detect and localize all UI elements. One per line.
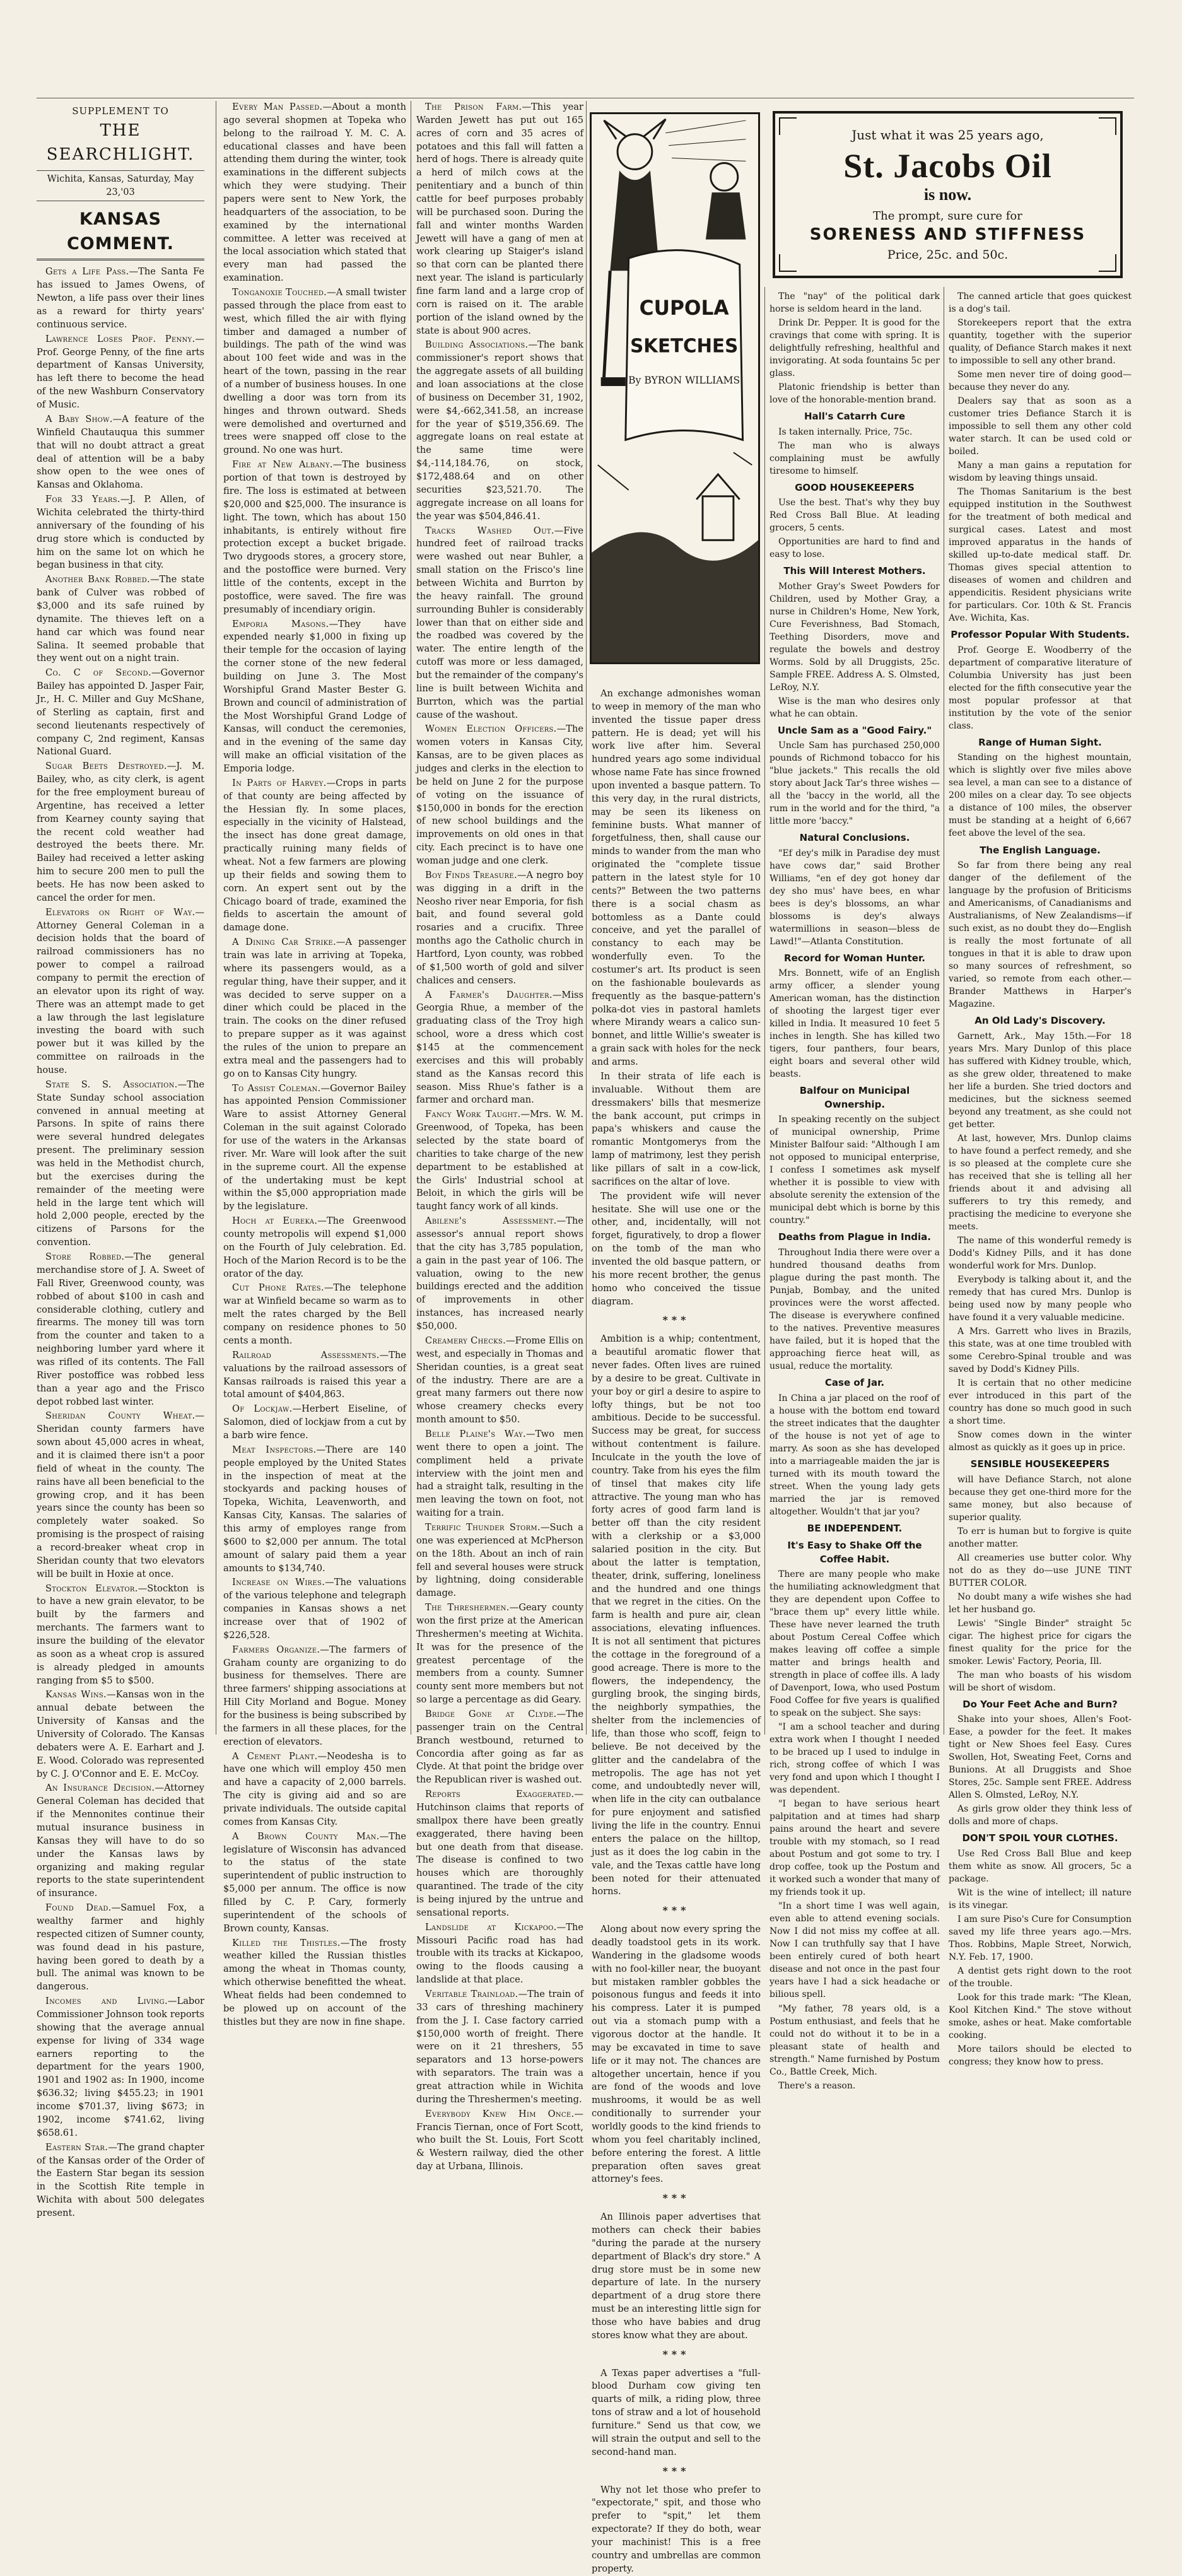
article-heading: The Prison Farm. (425, 102, 522, 112)
item-text: Wise is the man who desires only what he can obtain. (769, 696, 940, 719)
article-text: —Herbert Eiseline, of Salomon, died of lockjaw from a cut by a barb wire fence. (223, 1403, 406, 1441)
article-text: —Samuel Fox, a wealthy farmer and highly respected citizen of Sumner county, was found dead in his pasture, having been gored to death by a bull. The animal was known to be dangerous. (37, 1902, 204, 1993)
article-text: —Prof. George Penny, of the fine arts department of Kansas University, has left there to become the head of the new Washburn Conservatory of Music. (37, 333, 204, 411)
article-heading: Reports Exaggerated. (425, 1789, 575, 1800)
item-text: Mother Gray's Sweet Powders for Children, used by Mother Gray, a nurse in Children's Home, New York, Cure Feverishness, Bad Stomach, Teething Disorders, move and regulate the bowels and destroy Worms. Sold by all Druggists, 25c. Sample FREE. Address A. S. Olmsted, LeRoy, N.Y. (769, 581, 940, 693)
item-text: Garnett, Ark., May 15th.—For 18 years Mrs. Mary Dunlop of this place has suffered with Kidney trouble, which, as she grew older, threatened to make her life a burden. She tried doctors and medicines, but the sickness seemed beyond any treatment, as she could not get better. (949, 1031, 1132, 1130)
item-text: Use the best. That's why they buy Red Cross Ball Blue. At leading grocers, 5 cents. (769, 498, 940, 534)
article-text: —The Greenwood county metropolis will expend $1,000 on the Fourth of July celebration. Ed. Hoch of the Marion Record is to be the orator of the day. (223, 1215, 407, 1279)
article-heading: State S. S. Association. (45, 1079, 178, 1090)
item-text: Opportunities are hard to find and easy to lose. (769, 537, 940, 560)
article-heading: An Insurance Decision. (45, 1783, 155, 1794)
article-text: —Geary county won the first prize at the American Threshermen's meeting at Wichita. It was for the presence of the greatest percentage of the members from a county. Sumner county sent more members but not so large a percentage as did Geary. (416, 1602, 583, 1706)
article-text: —Frome Ellis on west, and especially in Thomas and Sheridan counties, is a great seat of the industry. There are are a great many farmers out there now whose creamery checks every month amount to $50. (416, 1335, 583, 1426)
article (37, 573, 204, 665)
article-heading: Every Man Passed. (232, 102, 323, 112)
article-text: —The bank commissioner's report shows that the aggregate assets of all building and loan associations at the close of business on December 31, 1902, were $4,-662,341.58, an increase for the year of $519,356.69. The aggregate loans on real estate at the same time were $4,-114,184.76, on stock, $172,488.64 and on other securities $23,521.70. The aggregate increase on all loans for the year was $504,846.41. (416, 339, 583, 522)
item-title: It's Easy to Shake Off the Coffee Habit. (787, 1540, 922, 1565)
article-heading: Women Election Officers. (425, 723, 557, 735)
article-text: —The women voters in Kansas City, Kansas, are to be given places as judges and clerks in the election to be held on June 2 for the purpose of voting on the issuance of $150,000 in bonds for the erection of new school buildings and the improvements on old ones in that city. Each precinct is to have one woman judge and one clerk. (416, 723, 583, 866)
article-heading: A Baby Show. (45, 413, 113, 424)
ad-line-1: Just what it was 25 years ago, (851, 127, 1044, 143)
item-text: Use Red Cross Ball Blue and keep them white as snow. All grocers, 5c a package. (949, 1848, 1132, 1884)
item-title: GOOD HOUSEKEEPERS (795, 481, 915, 493)
article-list (416, 101, 583, 2174)
item-text: "In a short time I was well again, even able to attend evening socials. Now I did not miss my coffee at all. Now I can truthfully say that I have been entirely cured of both heart disease and not once in the past four years have I had a sick headache or bilious spell. (769, 1901, 940, 2000)
article (223, 1282, 406, 1347)
article (37, 1689, 204, 1781)
article (416, 989, 583, 1108)
article (37, 413, 204, 492)
column-6 (949, 290, 1132, 2068)
article-text: —Five hundred feet of railroad tracks were washed out near Buhler, a small station on the Frisco's line between Wichita and Burrton by the heavy rainfall. The ground surrounding Buhler is considerably lower than that on either side and the roadbed was covered by the water. The entire length of the cutoff was more or less damaged, but the remainder of the company's line is built between Wichita and Burrton, which was the partial cause of the washout. (416, 525, 583, 720)
column-2 (223, 101, 407, 2027)
article-text: —Stockton is to have a new grain elevator, to be built by the farmers and merchants. The farmers want to insure the building of the elevator as soon as a wheat crop is assured is already pledged in amounts ranging from $5 to $500. (37, 1583, 205, 1686)
paragraph: Along about now every spring the deadly toadstool gets in its work. Wandering in the gladsome woods with no fool-killer near, the buoyant but mistaken rambler gobbles the poisonous fungus and feeds it into his compress. Later it is pumped out via a stomach pump with a vigorous doctor at the handle. It may be excavated in time to save life or it may not. The chances are altogether uncertain, hence if you are fond of the woods and love mushrooms, it would be as well conditionally to surrender your worldly goods to the kind friends to whom you feel charitably inclined, before entering the forest. A little preparation often saves great attorney's fees. (592, 1924, 761, 2185)
article-heading: Veritable Trainload. (425, 1989, 518, 2000)
article-heading: Landslide at Kickapoo. (425, 1921, 557, 1933)
article-text: —Hutchinson claims that reports of smallpox there have been greatly exaggerated, there having been but one death from that disease. The disease is confined to two houses which are thoroughly quarantined. The trade of the city is being injured by the untrue and sensational reports. (416, 1789, 583, 1918)
item-text: "I began to have serious heart palpitation and at times had sharp pains around the heart and severe trouble with my stomach, so I read about Postum and got some to try. I drop coffee, took up the Postum and it worked such a wonder that many of my friends took it up. (769, 1799, 940, 1898)
column-rule (764, 287, 765, 1735)
article (37, 667, 204, 759)
article-text: —Governor Bailey has appointed Pension Commissioner Ware to assist Attorney General Coleman in the suit against Colorado for use of the waters in the Arkansas river. Mr. Ware will look after the suit in the supreme court. All the expense of the undertaking must be kept within the $5,000 appropriation made by the legislature. (223, 1082, 406, 1212)
item-text: Storekeepers report that the extra quantity, together with the superior quality, of Defiance Starch makes it next to impossible to sell any other brand. (949, 318, 1132, 366)
article (37, 493, 204, 572)
article (223, 286, 406, 457)
article-text: —A negro boy was digging in a drift in the Neosho river near Emporia, for fish bait, and found several gold rosaries and a crucifix. Three months ago the Catholic church in Hartford, Lyon county, was robbed of $1,500 worth of gold and silver chalices and censers. (416, 869, 583, 986)
article-text: —Crops in parts of that county are being affected by the Hessian fly. In some places, especially in the vicinity of Halstead, the insect has done great damage, practically ruining many fields of wheat. Not a few farmers are plowing up their fields and sowing them to corn. An expert sent out by the Chicago board of trade, examined the fields to ascertain the amount of damage done. (223, 777, 406, 934)
item-text: There are many people who make the humiliating acknowledgment that they are dependent upon Coffee to "brace them up" every little while. These have never learned the truth about Postum Cereal Coffee which makes leaving off coffee a simple matter and brings health and strength in place of coffee ills. A lady of Davenport, Iowa, who used Postum Food Coffee for five years is qualified to speak on the subject. She says: (769, 1569, 940, 1719)
article-text: —Kansas won in the annual debate between the University of Kansas and the University of Colorado. The Kansas debaters were A. E. Earhart and J. E. Wood. Colorado was represented by C. J. O'Connor and E. E. McCoy. (37, 1689, 204, 1779)
article-heading: Another Bank Robbed. (45, 574, 150, 585)
article (37, 1902, 204, 1994)
article (416, 1108, 583, 1214)
article-text: —The train of 33 cars of threshing machinery from the J. I. Case factory carried $150,000 worth of freight. There were on it 21 threshers, 55 separators and 13 horse-powers with separators. The train was a great attraction while in Wichita during the Threshermen's meeting. (416, 1989, 583, 2105)
article (416, 1988, 583, 2107)
item-text: "My father, 78 years old, is a Postum enthusiast, and feels that he could not do without it to be in a pleasant state of health and strength." Name furnished by Postum Co., Battle Creek, Mich. (769, 2003, 940, 2077)
article-heading: Farmers Organize. (232, 1644, 320, 1655)
article (416, 1215, 583, 1333)
item-text: A Mrs. Garrett who lives in Brazils, this state, was at one time troubled with some Cerebro-Spinal trouble and was saved by Dodd's Kidney Pills. (949, 1326, 1132, 1374)
article-heading: Gets a Life Pass. (45, 266, 129, 278)
item-text: I am sure Piso's Cure for Consumption saved my life three years ago.—Mrs. Thos. Robbins, Maple Street, Norwich, N.Y. Feb. 17, 1900. (949, 1914, 1132, 1962)
item-text: The man who is always complaining must be awfully tiresome to himself. (769, 440, 940, 476)
item-list (769, 290, 940, 2092)
article-text: —The Santa Fe has issued to James Owens, of Newton, a life pass over their lines as a reward for thirty years' continuous service. (37, 266, 204, 330)
dateline: Wichita, Kansas, Saturday, May 23,'03 (37, 170, 204, 201)
st-jacobs-oil-ad (773, 111, 1123, 278)
article-text: —The State Sunday school association convened in annual meeting at Parsons. In spite of rains there were several hundred delegates present. The preliminary session was held in the Methodist church, but the exercises during the remainder of the meeting were held in the large tent which will hold 2,000 people, erected by the citizens of Parsons for the convention. (37, 1079, 204, 1248)
item-title: SENSIBLE HOUSEKEEPERS (970, 1458, 1110, 1470)
article-heading: Kansas Wins. (45, 1689, 107, 1701)
article (223, 101, 406, 285)
article-heading: Terrific Thunder Storm. (425, 1521, 541, 1533)
article (37, 266, 204, 331)
article-heading: Belle Plaine's Way. (425, 1428, 526, 1439)
article (416, 869, 583, 988)
article (223, 1215, 406, 1280)
article-text: —Two men went there to open a joint. The compliment held a private interview with the joint men and had a straight talk, resulting in the men leaving the town on foot, not waiting for a train. (416, 1428, 583, 1519)
article-heading: Stockton Elevator. (45, 1583, 138, 1594)
article (223, 618, 406, 776)
paragraph: In their strata of life each is invaluable. Without them are dressmakers' bills that mesmerize the bank account, put crimps in papa's whiskers and cause the romantic Montgomerys from the lamp of matrimony, lest they perish like pillars of salt in a cow-lick, sacrifices on the altar of love. (592, 1070, 761, 1187)
article-text: —The business portion of that town is destroyed by fire. The loss is estimated at between $20,000 and $25,000. The insurance is light. The town, which has about 150 inhabitants, is entirely without fire protection except a bucket brigade. Two drygoods stores, a grocery store, and the postoffice were burned. Very little of the contents, except in the postoffice, were saved. The fire was presumably of incendiary origin. (223, 459, 406, 615)
article (37, 1079, 204, 1250)
article-heading: Building Associations. (425, 339, 529, 351)
article-heading: Found Dead. (45, 1902, 112, 1914)
article-text: —Sheridan county farmers have sown about 45,000 acres in wheat, and it is claimed there isn't a poor field of wheat in the county. The rains have all been beneficial to the growing crop, and it has been years since the county has been so completely water soaked. So promising is the prospect of raising a record-breaker wheat crop in Sheridan county that two elevators will be built in Hoxie at once. (37, 1410, 204, 1579)
ad-line-4: The prompt, sure cure for (873, 209, 1022, 223)
item-text: The "nay" of the political dark horse is seldom heard in the land. (769, 291, 940, 315)
item-text: No doubt many a wife wishes she had let her husband go. (949, 1591, 1132, 1615)
article (37, 1995, 204, 2140)
item-text: All creameries use butter color. Why not do as they do—use JUNE TINT BUTTER COLOR. (949, 1552, 1132, 1588)
ad-line-5: SORENESS AND STIFFNESS (809, 225, 1086, 244)
article (416, 1708, 583, 1787)
item-text: Shake into your shoes, Allen's Foot-Ease, a powder for the feet. It makes tight or New Shoes feel Easy. Cures Swollen, Hot, Sweating Feet, Corns and Bunions. At all Druggists and Shoe Stores, 25c. Sample sent FREE. Address Allen S. Olmsted, LeRoy, N.Y. (949, 1714, 1132, 1801)
article-heading: Boy Finds Treasure. (425, 869, 517, 881)
item-text: At last, however, Mrs. Dunlop claims to have found a perfect remedy, and she is so pleased at the complete cure she has received that she is telling all her friends about it and advising all sufferers to try this remedy, and practising the medicine to everyone she meets. (949, 1133, 1132, 1232)
article-list (223, 101, 406, 2029)
article-text: —The Missouri Pacific road has had trouble with its tracks at Kickapoo, owing to the floods causing a landslide at that place. (416, 1921, 583, 1986)
item-text: Many a man gains a reputation for wisdom by leaving things unsaid. (949, 460, 1132, 484)
article-heading: Of Lockjaw. (232, 1403, 293, 1415)
item-text: The name of this wonderful remedy is Dodd's Kidney Pills, and it has done wonderful work for Mrs. Dunlop. (949, 1235, 1132, 1271)
article (223, 1403, 406, 1443)
item-text: Dealers say that as soon as a customer tries Defiance Starch it is impossible to sell them any other cold water starch. It can be used cold or boiled. (949, 396, 1132, 457)
article (223, 459, 406, 616)
item-text: The Thomas Sanitarium is the best equipped institution in the Southwest for the treatment of both medical and surgical cases. Latest and most improved apparatus in the hands of skilled up-to-date medical staff. Dr. Thomas gives special attention to diseases of women and children and appendicitis. Resident physicians write for particulars. Cor. 10th & St. Francis Ave. Wichita, Kas. (949, 487, 1132, 624)
article-text: —Miss Georgia Rhue, a member of the graduating class of the Troy high school, wore a dress which cost $145 at the commencement exercises and this will probably stand as the Kansas record this season. Miss Rhue's father is a farmer and orchard man. (416, 989, 583, 1106)
item-text: More tailors should be elected to congress; they know how to press. (949, 2044, 1132, 2068)
item-text: The man who boasts of his wisdom will be short of wisdom. (949, 1670, 1132, 1693)
article-text: —Francis Tiernan, once of Fort Scott, who built the St. Louis, Fort Scott & Western railway, died the other day at Urbana, Illinois. (416, 2108, 583, 2172)
article (37, 333, 204, 412)
article (416, 1521, 583, 1600)
column-4 (592, 688, 761, 2574)
paper-name: THE SEARCHLIGHT. (46, 121, 195, 164)
cupola-sketches-illustration (590, 112, 760, 664)
article-text: —A small twister passed through the place from east to west, which filled the air with flying timber and damaged a number of buildings. The path of the wind was about 100 feet wide and was in the heart of the town, passing in the rear of a number of business houses. In one dwelling a door was torn from its hinges and thrown outward. Sheds were demolished and overturned and trees were snapped off close to the ground. No one was hurt. (223, 287, 407, 456)
article-text: —The valuations by the railroad assessors of Kansas railroads is raised this year a total amount of $404,863. (223, 1349, 406, 1400)
article (37, 2141, 204, 2220)
item-list (949, 290, 1132, 2068)
item-title: Balfour on Municipal Ownership. (799, 1085, 910, 1110)
item-text: Everybody is talking about it, and the remedy that has cured Mrs. Dunlop is being used now by many people who have found it a very valuable medicine. (949, 1274, 1132, 1323)
article-text: —The assessor's annual report shows that the city has 3,785 population, a gain in the past year of 106. The valuation, owing to the new buildings erected and the addition of improvements in other instances, has increased nearly $50,000. (416, 1215, 583, 1332)
supplement-label: SUPPLEMENT TO (72, 105, 169, 117)
article-heading: For 33 Years. (45, 494, 120, 505)
article-heading: Co. C of Second. (45, 667, 151, 679)
item-title: An Old Lady's Discovery. (974, 1015, 1106, 1027)
item-text: To err is human but to forgive is quite another matter. (949, 1526, 1132, 1549)
separator: *** (662, 2192, 690, 2204)
ad-line-2: St. Jacobs Oil (843, 147, 1052, 185)
article-text: —Labor Commissioner Johnson took reports showing that the average annual expense for living of 334 wage earners reporting to the department for the years 1900, 1901 and 1902 as: In 1900, income $636.32; living $455.23; in 1901 income $701.37, living $673; in 1902, income $741.62, living $658.61. (37, 1996, 204, 2138)
item-text: Look for this trade mark: "The Klean, Kool Kitchen Kind." The stove without smoke, ashes or heat. Make comfortable cooking. (949, 1992, 1132, 2041)
item-text: In China a jar placed on the roof of a house with the bottom end toward the street indicates that the daughter of the house is not yet of age to marry. As soon as she has developed into a marriageable maiden the jar is turned with its mouth toward the street. When the young lady gets married the jar is removed altogether. Wouldn't that jar you? (769, 1393, 940, 1517)
article-heading: Hoch at Eureka. (232, 1215, 318, 1227)
item-text: Throughout India there were over a hundred thousand deaths from plague during the past month. The Punjab, Bombay, and the united provinces were the worst affected. The disease is everywhere confined to the natives. Preventive measures have failed, but it is hoped that the approaching fierce heat will, as usual, reduce the mortality. (769, 1247, 940, 1372)
section-title: KANSAS COMMENT. (37, 208, 204, 261)
article (416, 2108, 583, 2174)
item-text: "I am a school teacher and during extra work when I thought I needed to be braced up I used to indulge in rich, strong coffee of which I was very fond and upon which I thought I was dependent. (769, 1722, 940, 1796)
article-heading: Meat Inspectors. (232, 1444, 317, 1455)
separator: *** (662, 1314, 690, 1326)
article-heading: Creamery Checks. (425, 1335, 506, 1346)
item-text: It is certain that no other medicine ever introduced in this part of the country has done so much good in such a short time. (949, 1378, 1132, 1427)
article-text: —The legislature of Wisconsin has advanced to the status of the state superintendent of public instruction to $5,000 per annum. The office is now filled by C. P. Cary, formerly superintendent of the schools of Brown county, Kansas. (223, 1830, 406, 1934)
article-list (37, 266, 204, 2220)
article (37, 1583, 204, 1688)
item-text: Standing on the highest mountain, which is slightly over five miles above sea level, a man can see to a distance of 200 miles on a clear day. To see objects a distance of 100 miles, the observer must be standing at a height of 6,667 feet above the level of the sea. (949, 752, 1132, 839)
article (223, 1937, 406, 2029)
column-5 (769, 290, 940, 2091)
article-heading: Store Robbed. (45, 1251, 125, 1263)
article-heading: Fancy Work Taught. (425, 1109, 521, 1120)
article-heading: Tracks Washed Out. (425, 525, 554, 536)
article-text: —The passenger train on the Central Branch westbound, returned to Concordia after going as far as Clyde. At that point the bridge over the Republican river is washed out. (416, 1708, 583, 1786)
article-list (592, 688, 761, 2576)
article-heading: Abilene's Assessment. (425, 1215, 557, 1227)
article-heading: Lawrence Loses Prof. Penny. (45, 333, 196, 344)
article (223, 1349, 406, 1402)
jester-illustration (592, 114, 758, 662)
item-title: DON'T SPOIL YOUR CLOTHES. (962, 1832, 1118, 1844)
article (416, 339, 583, 523)
item-text: Platonic friendship is better than love of the honorable-mention brand. (769, 382, 940, 406)
article (37, 1251, 204, 1408)
article-text: —The farmers of Graham county are organizing to do business for themselves. There are three farmers' shipping associations at Hill City Morland and Bogue. Money for the business is being subscribed by the farmers in all these places, for the erection of elevators. (223, 1644, 406, 1747)
column-1 (37, 101, 205, 2218)
item-text: Wit is the wine of intellect; ill nature is its vinegar. (949, 1887, 1132, 1911)
item-text: "Ef dey's milk in Paradise dey must have cows dar," said Brother Williams, "en ef dey got honey dar dey sho mus' have bees, en whar bees is dey's blossoms, an whar blossoms is dey's always watermillions in season—bless de Lawd!"—Atlanta Constitution. (769, 848, 940, 947)
article (223, 936, 406, 1080)
article-text: —The general merchandise store of J. A. Sweet of Fall River, Greenwood county, was robbed of about $100 in cash and considerable clothing, cutlery and firearms. The money till was torn from the counter and taken to a neighboring lumber yard where it was rifled of its contents. The Fall River postoffice was robbed less than a year ago and the Frisco depot robbed last winter. (37, 1251, 204, 1407)
article-text: —A feature of the Winfield Chautauqua this summer that will no doubt attract a great deal of attention will be a baby show open to the wee ones of Kansas and Oklahoma. (37, 413, 204, 491)
article-heading: A Dining Car Strike. (232, 937, 336, 948)
article-text: —Attorney General Coleman has decided that if the Mennonites continue their mutual insurance business in Kansas they will have to do so under the Kansas laws by organizing and making regular reports to the state superintendent of insurance. (37, 1783, 204, 1899)
paragraph: A Texas paper advertises a "full-blood Durham cow giving ten quarts of milk, a riding plow, three tons of straw and a lot of household furniture." Send us that cow, we will strain the output and sell to the second-hand man. (592, 2367, 761, 2457)
item-text: Lewis' "Single Binder" straight 5c cigar. The highest price for cigars the finest quality for the price for the smoker. Lewis' Factory, Peoria, Ill. (949, 1618, 1132, 1666)
article-text: —Governor Bailey has appointed D. Jasper Fair, Jr., H. C. Miller and Guy McShane, of Sterling as captain, first and second lieutenants respectively of company C, 2nd regiment, Kansas National Guard. (37, 667, 204, 758)
item-text: The canned article that goes quickest is a dog's tail. (949, 291, 1132, 315)
item-text: Snow comes down in the winter almost as quickly as it goes up in price. (949, 1430, 1132, 1453)
article-text: —There are 140 people employed by the United States in the inspection of meat at the stockyards and packing houses of Topeka, Wichita, Leavenworth, and Kansas City, Kansas. The salaries of this army of employes range from $600 to $2,000 per annum. The total amount of salary paid them a year amounts to $134,740. (223, 1444, 406, 1574)
article-text: —The grand chapter of the Kansas order of the Order of the Eastern Star began its session in the Scottish Rite temple in Wichita with about 500 delegates present. (37, 2141, 204, 2218)
item-text: will have Defiance Starch, not alone because they get one-third more for the same money, but also because of superior quality. (949, 1474, 1132, 1523)
item-text: Mrs. Bonnett, wife of an English army officer, a slender young American woman, has the distinction of shooting the largest tiger ever killed in India. It measured 10 feet 5 inches in length. She has killed two tigers, four panthers, four bears, eight boars and several other wild beasts. (769, 968, 940, 1080)
article-heading: Emporia Masons. (232, 618, 329, 629)
article (223, 1082, 406, 1214)
item-text: Prof. George E. Woodberry of the department of comparative literature of Columbia University has just been elected for the fifth consecutive year the most popular professor at that institution by the vote of the senior class. (949, 645, 1132, 731)
item-text: Some men never tire of doing good—because they never do any. (949, 370, 1132, 393)
article-heading: Sheridan County Wheat. (45, 1410, 196, 1422)
ad-line-6: Price, 25c. and 50c. (887, 248, 1009, 262)
item-text: In speaking recently on the subject of municipal ownership, Prime Minister Balfour said: "Although I am not opposed to municipal enterprise, I confess I sometimes ask myself whether it is possible to view with absolute serenity the extension of the municipal debt which is borne by this country." (769, 1115, 940, 1226)
paragraph: Ambition is a whip; contentment, a beautiful aromatic flower that never fades. Often lives are ruined by a desire to be great. Cultivate in your boy or girl a desire to aspire to lofty things, but be not too ambitious. Decide to be successful. Success may be great, for success without contentment is failure. Inculcate in the youth the love of country. Take from his eyes the film of tinsel that makes city life attractive. The young man who has forty acres of good farm land is better off than the city resident with a clerkship or a $3,000 salaried position in the city. But about the latter is temptation, theater, drink, suffering, loneliness and the hundred and one things that we regret in the cities. On the farm is health and pure air, clean associations, elevating influences. It is not all sentiment that pictures the cottage in the foreground of a good acreage. There is more to the flowers, the independency, the gurgling brook, the singing birds, the neighborly sympathies, the shelter from the inclemencies of life, than those who scoff, feign to believe. Be not deceived by the glitter and the candelabra of the metropolis. The age has not yet come, and undoubtedly never will, when life in the city can outbalance for pure enjoyment and satisfied living the life in the country. Ennui enters the palace on the hilltop, just as it does the log cabin in the vale, and the Texas cattle have long been noted for their attenuated horns. (592, 1333, 761, 1897)
ad-line-3: is now. (923, 185, 972, 204)
item-text: As girls grow older they think less of dolls and more of chaps. (949, 1804, 1132, 1827)
article-heading: Elevators on Right of Way. (45, 906, 196, 918)
item-title: Professor Popular With Students. (951, 629, 1130, 641)
article-text: —Mrs. W. M. Greenwood, of Topeka, has been selected by the state board of charities to take charge of the new department to be established at the Girls' Industrial school at Beloit, in which the girls will be taught fancy work of all kinds. (416, 1109, 583, 1212)
article-text: —J. M. Bailey, who, as city clerk, is agent for the free employment bureau of Argentine, has received a letter from Kearney county saying that the recent cold weather had destroyed the beets there. Mr. Bailey had received a letter asking him to secure 200 men to pull the beets. He has now been asked to cancel the order for men. (37, 761, 204, 903)
item-text: Drink Dr. Pepper. It is good for the cravings that come with spring. It is delightfully refreshing, healthful and invigorating. At soda fountains 5c per glass. (769, 318, 940, 379)
article-heading: A Cement Plant. (232, 1750, 318, 1762)
article (416, 723, 583, 867)
article-heading: Bridge Gone at Clyde. (425, 1708, 557, 1719)
article-heading: Incomes and Living. (45, 1996, 168, 2007)
item-title: Hall's Catarrh Cure (804, 411, 906, 423)
separator: *** (662, 1904, 690, 1917)
item-text: So far from there being any real danger of the defilement of the language by the profusion of Briticisms and Americanisms, of Canadianisms and Australianisms, of New Zealandisms—if such exist, as no doubt they do—English is really the most fortunate of all tongues in that it is able to draw upon so many sources of refreshment, so varied, so remote from each other.—Brander Matthews in Harper's Magazine. (949, 860, 1132, 1010)
article (416, 101, 583, 337)
article-heading: Increase on Wires. (232, 1577, 325, 1588)
article (223, 1644, 406, 1749)
article-heading: Sugar Beets Destroyed. (45, 761, 167, 772)
article-heading: Tonganoxie Touched. (232, 287, 327, 298)
sketch-title-1: CUPOLA (639, 296, 729, 320)
article-text: —The telephone war at Winfield became so warm as to melt the rates charged by the Bell company on residence phones to 50 cents a month. (223, 1282, 406, 1346)
article (37, 1782, 204, 1900)
article (416, 1921, 583, 1987)
sketch-title-2: SKETCHES (630, 335, 739, 357)
article-heading: The Threshermen. (425, 1602, 510, 1613)
item-title: This Will Interest Mothers. (783, 565, 926, 577)
article-text: —A passenger train was late in arriving at Topeka, where its passengers would, as a regular thing, have their supper, and it was decided to serve supper on a diner which could be placed in the train. The cooks on the diner refused to prepare supper as it was against the rules of the union to prepare an extra meal and the passengers had to go on to Kansas City hungry. (223, 937, 406, 1079)
item-title: Range of Human Sight. (978, 736, 1102, 748)
item-title: Record for Woman Hunter. (784, 952, 925, 964)
item-text: Uncle Sam has purchased 250,000 pounds of Richmond tobacco for his "blue jackets." This recalls the old story about Jack Tar's three wishes —all the 'baccy in the world, all the rum in the world and for the third, "a little more 'baccy." (769, 741, 940, 827)
article (37, 760, 204, 905)
article-heading: Railroad Assessments. (232, 1349, 380, 1361)
article (223, 1576, 406, 1642)
article-heading: Cut Phone Rates. (232, 1282, 324, 1294)
article (416, 1428, 583, 1520)
column-3 (416, 101, 584, 2172)
article (223, 1750, 406, 1829)
article-text: —They have expended nearly $1,000 in fixing up their temple for the occasion of laying the corner stone of the new federal building on June 3. The Most Worshipful Grand Master Bester G. Brown and council of administration of the Most Worshipful Grand Lodge of Kansas, will conduct the ceremonies, and in the evening of the same day will make an official visitation of the Emporia lodge. (223, 618, 406, 774)
article-heading: In Parts of Harvey. (232, 777, 327, 788)
article-text: —The frosty weather killed the Russian thistles among the wheat in Thomas county, which otherwise benefitted the wheat. Wheat fields had been condemned to be plowed up on account of the thistles but they are now in fine shape. (223, 1937, 406, 2027)
item-text: There's a reason. (778, 2080, 856, 2091)
article-heading: A Farmer's Daughter. (425, 989, 553, 1000)
article (416, 1335, 583, 1427)
item-title: Natural Conclusions. (799, 832, 910, 844)
separator: *** (662, 2464, 690, 2477)
item-text: A dentist gets right down to the root of the trouble. (949, 1965, 1132, 1989)
item-title: The English Language. (980, 844, 1101, 856)
item-title: Deaths from Plague in India. (778, 1231, 931, 1243)
article-heading: Eastern Star. (45, 2141, 108, 2153)
article (223, 1444, 406, 1576)
article-text: —Attorney General Coleman in a decision holds that the board of railroad commissioners has no power to compel a railroad company to permit the erection of an elevator upon its right of way. There was an attempt made to get a law through the last legislature investing the board with such power but it was killed by the committee on railroads in the house. (37, 906, 204, 1076)
article (37, 1410, 204, 1581)
article-text: —The state bank of Culver was robbed of $3,000 and its safe ruined by dynamite. The thieves left on a hand car which was found near Salina. It seemed probable that they went out on a night train. (37, 574, 204, 664)
article (37, 906, 204, 1077)
article-text: —The valuations of the various telephone and telegraph companies in Kansas shows a net increase over that of 1902 of $226,528. (223, 1577, 406, 1641)
item-title: Case of Jar. (824, 1377, 885, 1389)
paragraph: An Illinois paper advertises that mothers can check their babies "during the parade at the nursery department of Black's dry store." A drug store must be in some new departure of late. In the nursery department of a drug store there must be an interesting little sign for those who have babies and drug stores know what they are about. (592, 2211, 761, 2341)
paragraph: Why not let those who prefer to "expectorate," spit, and those who prefer to "spit," let them expectorate? If they do both, wear your machinist! This is a free country and umbrellas are common property. (592, 2484, 761, 2574)
article (416, 1601, 583, 1707)
article (416, 525, 583, 722)
sketch-byline: By BYRON WILLIAMS (628, 373, 740, 387)
item-text: Is taken internally. Price, 75c. (778, 426, 913, 437)
article-heading: Everybody Knew Him Once. (425, 2108, 575, 2119)
article-text: —About a month ago several shopmen at Topeka who belong to the railroad Y. M. C. A. educational classes and have been attending them during the winter, took examinations in the different subjects which they were studying. Their papers were sent to New York, the headquarters of the association, to be examined by the international committee. A letter was received at the local association which stated that every man had passed the examination. (223, 102, 406, 284)
article-text: —Such a one was experienced at McPherson on the 18th. About an inch of rain fell and several houses were struck by lightning, doing considerable damage. (416, 1521, 584, 1599)
item-title: BE INDEPENDENT. (807, 1522, 903, 1534)
item-title: Do Your Feet Ache and Burn? (963, 1698, 1118, 1710)
article-text: —Neodesha is to have one which will employ 450 men and have a capacity of 2,000 barrels. The city is giving aid and so are private individuals. The outside capital comes from Kansas City. (223, 1750, 406, 1827)
article-heading: A Brown County Man. (232, 1830, 380, 1842)
paragraph: The provident wife will never hesitate. She will use one or the other, and, incidentally, will not forget, figuratively, to drop a flower on the tomb of the man who invented the old basque pattern, or his more recent brother, the genus homo who conceived the tissue diagram. (592, 1190, 761, 1307)
separator: *** (662, 2348, 690, 2360)
article (416, 1788, 583, 1920)
column-rule (586, 101, 587, 1735)
item-title: Uncle Sam as a "Good Fairy." (777, 724, 932, 736)
article-text: —J. P. Allen, of Wichita celebrated the thirty-third anniversary of the founding of his drug store which is conducted by him on the same lot on which he began business in that city. (37, 494, 204, 571)
paragraph: An exchange admonishes woman to weep in memory of the man who invented the tissue paper dress pattern. He is dead; yet will his work live after him. Several hundred years ago some individual whose name Fate has since frowned upon invented a basque pattern. To this very day, in the rural districts, may be seen its likeness on feminine busts. What manner of forgetfulness, then, shall cause our minds to wander from the man who originated the "complete tissue pattern in the latest style for 10 cents?" Between the two patterns there is a social chasm as bottomless as a Dante could conceive, and yet the parallel of constancy to each may be wonderfully even. To the costumer's art. Its product is seen on the fashionable boulevards as frequently as the basque-pattern's polka-dot vies in pastoral hamlets where Mirandy wears a calico sun-bonnet, and little Willie's sweater is a grain sack with holes for the neck and arms. (592, 688, 761, 1068)
article-heading: Killed the Thistles. (232, 1937, 341, 1948)
article-heading: Fire at New Albany. (232, 459, 333, 471)
article-text: —This year Warden Jewett has put out 165 acres of corn and 35 acres of potatoes and this fall will fatten a herd of hogs. There is already quite a herd of milch cows at the penitentiary and a bunch of thin cattle for beef purposes probably will be purchased soon. During the fall and winter months Warden Jewett will have a gang of men at work clearing up Staiger's island so that corn can be planted there next year. The island is particularly fine farm land and a large crop of corn is raised on it. The arable portion of the island owned by the state is about 900 acres. (416, 102, 583, 336)
article (223, 1830, 406, 1936)
article (223, 777, 406, 935)
article-heading: To Assist Coleman. (232, 1082, 321, 1094)
